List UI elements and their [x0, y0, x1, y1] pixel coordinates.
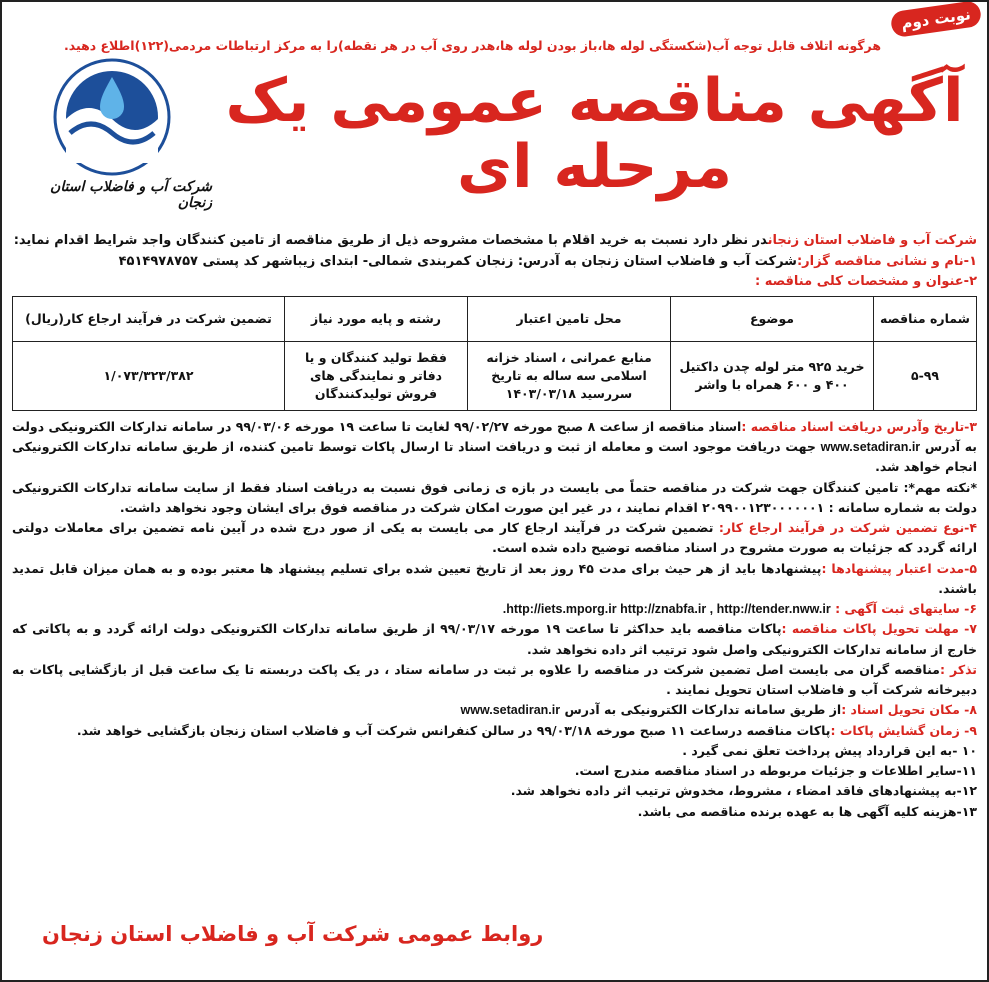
- item-note: *نکته مهم*: تامین کنندگان جهت شرکت در مناقصه حتماً می بایست در بازه ی زمانی فوق نسبت به دریافت اسناد فقط از سایت سامانه تدارکات الکترونیکی دولت به شماره سامانه : ۲۰۹۹۰۰۱۲۳۰۰۰۰۰۰۱ اقدام نمایند ، در غیر این صورت امکان شرکت در مناقصه فوق برای ایشان وجود نخواهد داشت.: [12, 479, 977, 515]
- item-11: ۱۱-سایر اطلاعات و جزئیات مربوطه در اسناد مناقصه مندرج است.: [574, 763, 977, 779]
- second-round-badge: نوبت دوم: [890, 0, 983, 38]
- main-title: آگهی مناقصه عمومی یک مرحله ای: [225, 65, 964, 202]
- water-company-emblem-icon: [52, 57, 172, 177]
- tender-table: [12, 296, 977, 411]
- tender-table-header: [13, 296, 977, 341]
- col-field: رشته و پایه مورد نیاز: [285, 296, 468, 341]
- item-12: ۱۲-به پیشنهادهای فاقد امضاء ، مشروط، مخدوش ترتیب اثر داده نخواهد شد.: [510, 783, 977, 799]
- item-reminder: تذکر :مناقصه گران می بایست اصل تضمین شرکت در مناقصه را علاوه بر ثبت در سامانه ستاد ، در یک پاکت دربسته تا یک ساعت قبل از بازگشایی پاکات به دبیرخانه شرکت آب و فاضلاب استان تحویل نمایند .: [12, 661, 978, 698]
- item-9: ۹- زمان گشایش پاکات :پاکات مناقصه درساعت ۱۱ صبح مورخه ۹۹/۰۳/۱۸ در سالن کنفرانس شرکت آب و فاضلاب استان زنجان بازگشایی خواهد شد.: [76, 722, 977, 738]
- section-2: ۲-عنوان و مشخصات کلی مناقصه :: [755, 273, 977, 289]
- item-6: ۶- سایتهای ثبت آگهی : http://iets.mporg.ir http://znabfa.ir , http://tender.nww.ir.: [502, 601, 977, 617]
- public-relations-signature: روابط عمومی شرکت آب و فاضلاب استان زنجان: [42, 922, 544, 946]
- cell-guarantee: ۱/۰۷۳/۳۲۳/۳۸۲: [13, 341, 285, 410]
- col-funding: محل تامین اعتبار: [468, 296, 671, 341]
- item-5: ۵-مدت اعتبار پیشنهادها :پیشنهادها باید از هر حیث برای مدت ۴۵ روز بعد از تاریخ تعیین شده برای تسلیم پیشنهاد ها معتبر بوده و به همان میزان قابل تمدید باشند.: [12, 560, 977, 596]
- col-number: شماره مناقصه: [874, 296, 977, 341]
- water-loss-alert: هرگونه اتلاف قابل توجه آب(شکستگی لوله ها،باز بودن لوله ها،هدر روی آب در هر نقطه)را به مرکز ارتباطات مردمی(۱۲۲)اطلاع دهید.: [64, 38, 881, 53]
- title-row: [12, 59, 977, 209]
- section-1: ۱-نام و نشانی مناقصه گزار:شرکت آب و فاضلاب استان زنجان به آدرس: زنجان کمربندی شمالی- ابتدای زیباشهر کد پستی ۴۵۱۴۹۷۸۷۵۷: [118, 253, 977, 269]
- company-logo: [12, 57, 212, 211]
- item-7: ۷- مهلت تحویل پاکات مناقصه :پاکات مناقصه باید حداکثر تا ساعت ۱۹ مورخه ۹۹/۰۳/۱۷ از طریق سامانه تدارکات الکترونیکی دولت ارائه گردد و به پاکاتی که خارج از سامانه تدارکات الکترونیکی واصل شود ترتیب اثر داده نخواهد شد.: [12, 621, 977, 657]
- cell-number: ۵-۹۹: [874, 341, 977, 410]
- item-13: ۱۳-هزینه کلیه آگهی ها به عهده برنده مناقصه می باشد.: [637, 803, 977, 819]
- item-3: ۳-تاریخ وآدرس دریافت اسناد مناقصه :اسناد مناقصه از ساعت ۸ صبح مورخه ۹۹/۰۲/۲۷ لغایت تا ساعت ۱۹ مورخه ۹۹/۰۳/۰۶ در سامانه تدارکات الکترونیکی دولت به آدرس www.setadiran.ir جهت دریافت موجود است و معامله از ثبت و دریافت اسناد تا ارسال پاکات توسط تامین کننده، از طریق سامانه تدارکات الکترونیکی انجام خواهد شد.: [12, 418, 978, 475]
- intro-paragraph: شرکت آب و فاضلاب استان زنجاندر نظر دارد نسبت به خرید اقلام با مشخصات مشروحه ذیل از طریق مناقصه از تامین کنندگان واجد شرایط اقدام نماید:: [13, 232, 977, 248]
- item-10: ۱۰ -به این قرارداد پیش پرداخت تعلق نمی گیرد .: [682, 742, 977, 758]
- cell-field: فقط تولید کنندگان و یا دفاتر و نمایندگی های فروش تولیدکنندگان: [285, 341, 468, 410]
- item-8: ۸- مکان تحویل اسناد :از طریق سامانه تدارکات الکترونیکی به آدرس www.setadiran.ir: [460, 702, 977, 718]
- company-logo-caption: شرکت آب و فاضلاب استان زنجان: [50, 178, 212, 211]
- cell-subject: خرید ۹۲۵ متر لوله چدن داکتیل ۴۰۰ و ۶۰۰ همراه با واشر: [671, 341, 874, 410]
- item-4: ۴-نوع تضمین شرکت در فرآیند ارجاع کار: تضمین شرکت در فرآیند ارجاع کار می بایست به یکی از صور درج شده در آیین نامه تضمین برای معاملات دولتی ارائه گردد که جزئیات به صورت مشروح در اسناد مناقصه توضیح داده شده است.: [12, 520, 977, 556]
- conditions-list: [12, 417, 977, 822]
- table-row: [13, 341, 977, 410]
- cell-funding: منابع عمرانی ، اسناد خزانه اسلامی سه ساله به تاریخ سررسید ۱۴۰۳/۰۳/۱۸: [468, 341, 671, 410]
- col-guarantee: تضمین شرکت در فرآیند ارجاع کار(ریال): [13, 296, 285, 341]
- col-subject: موضوع: [671, 296, 874, 341]
